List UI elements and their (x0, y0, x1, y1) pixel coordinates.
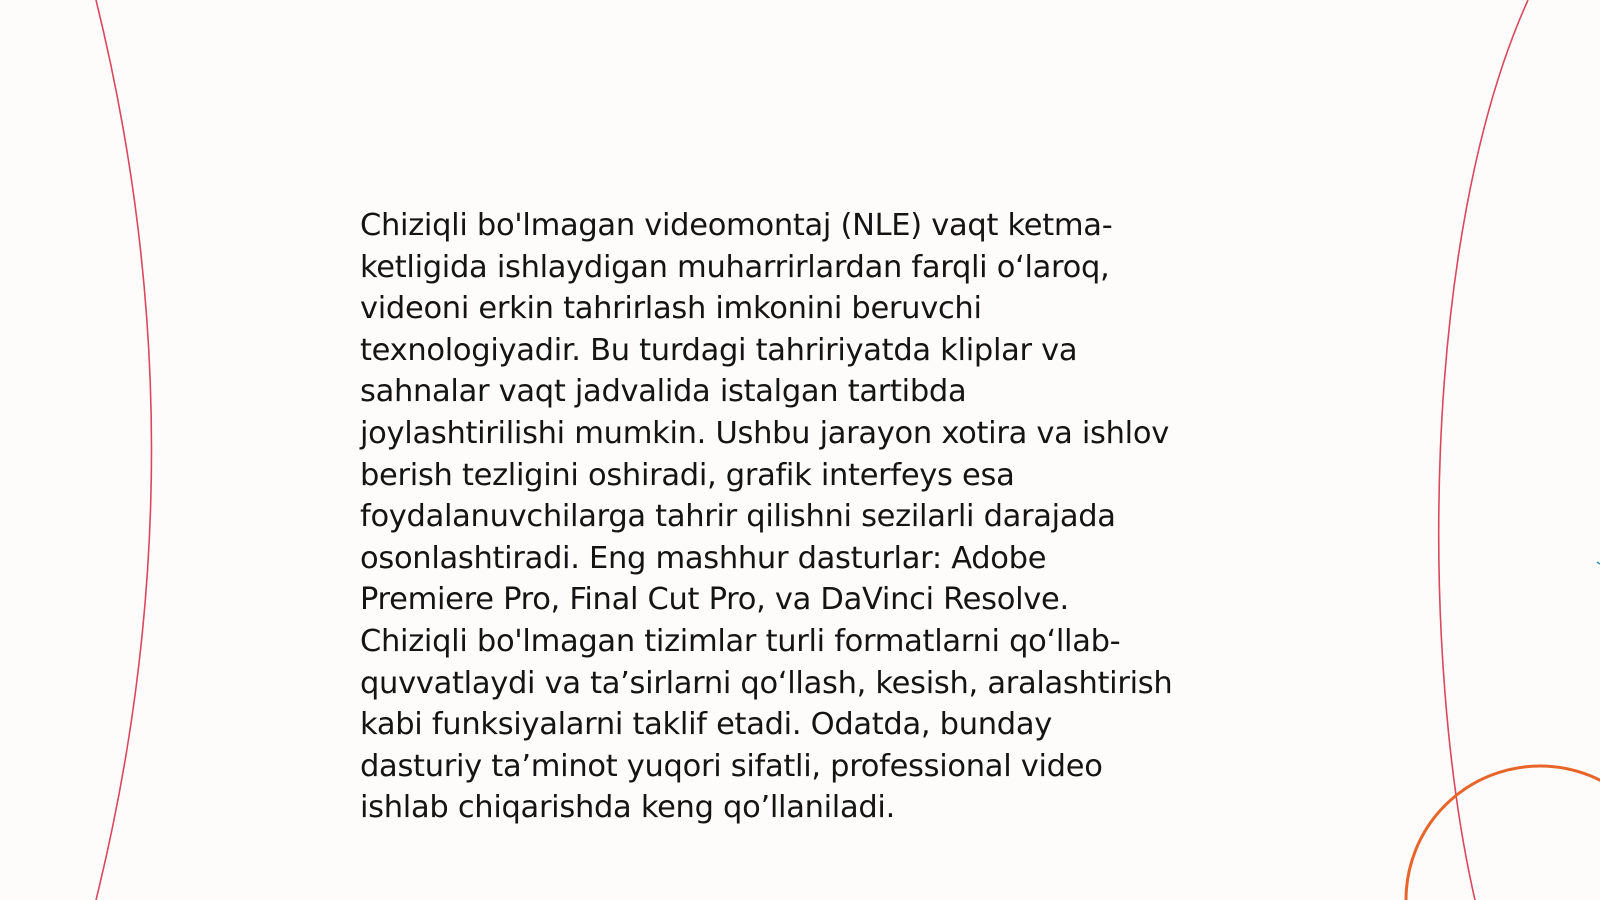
left-curve (96, 0, 152, 900)
orange-circle-arc (1406, 766, 1600, 900)
slide-body-text: Chiziqli bo'lmagan videomontaj (NLE) vaqt ketma- ketligida ishlaydigan muharrirlardan farqli o‘laroq, videoni erkin tahrirlash imkonini beruvchi texnologiyadir. Bu turdagi tahririyatda kliplar va sahnalar vaqt jadvalida istalgan tartibda joylashtirilishi mumkin. Ushbu jarayon xotira va ishlov berish tezligini oshiradi, grafik interfeys esa foydalanuvchilarga tahrir qilishni sezilarli darajada osonlashtiradi. Eng mashhur dasturlar: Adobe Premiere Pro, Final Cut Pro, va DaVinci Resolve. Chiziqli bo'lmagan tizimlar turli formatlarni qo‘llab- quvvatlaydi va ta’sirlarni qo‘llash, kesish, aralashtirish kabi funksiyalarni taklif etadi. Odatda, bunday dasturiy ta’minot yuqori sifatli, professional video ishlab chiqarishda keng qo’llaniladi. (360, 208, 1173, 826)
right-curve (1439, 0, 1528, 900)
